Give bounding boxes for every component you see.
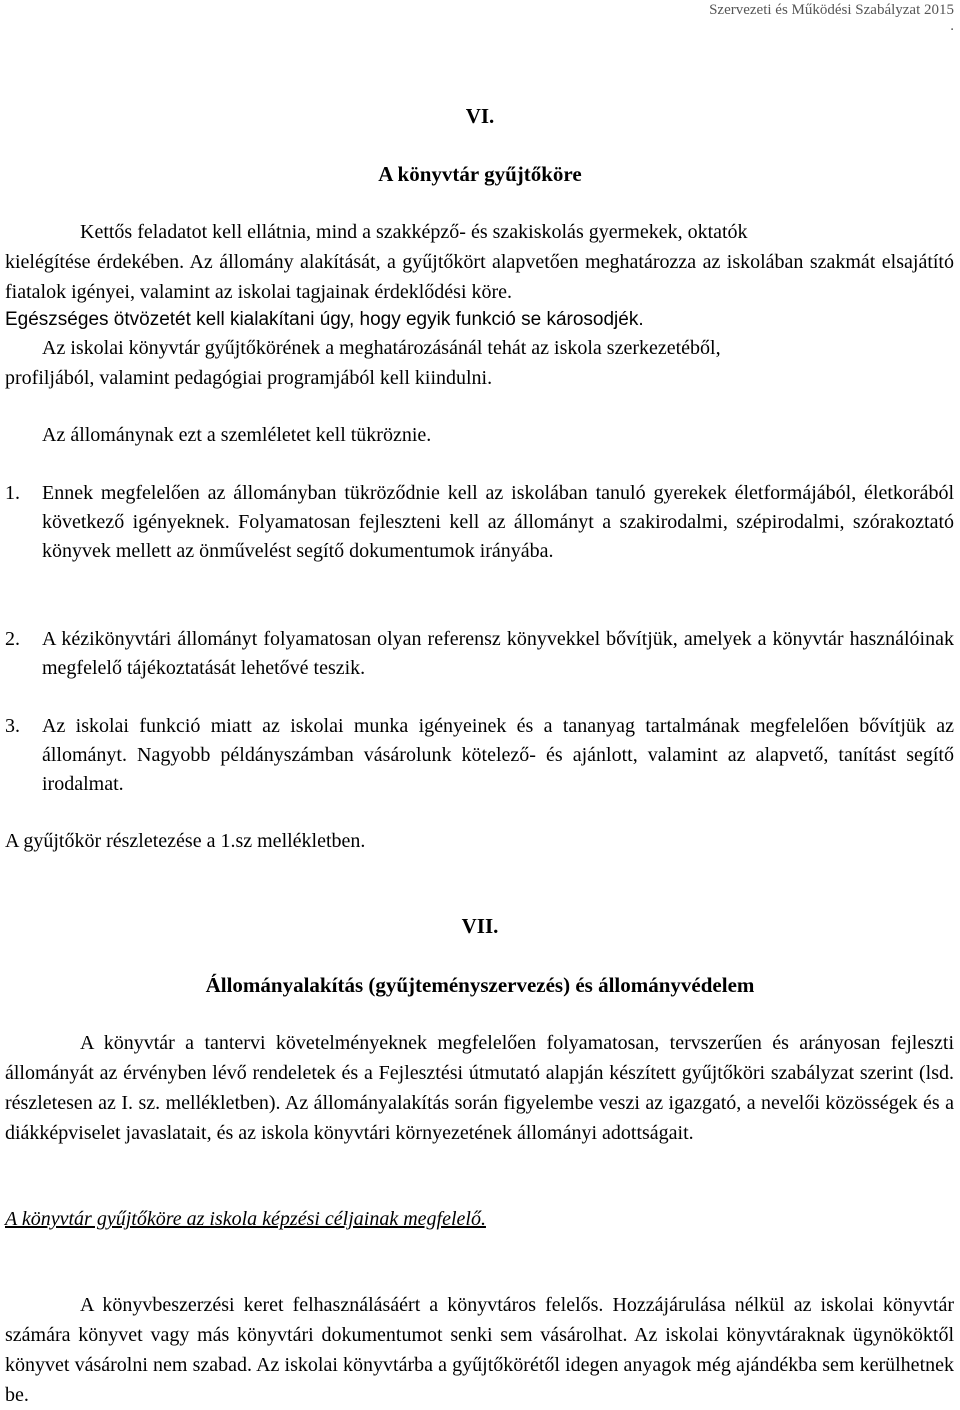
section-6-number: VI.	[465, 104, 495, 128]
list-item-text: A kézikönyvtári állományt folyamatosan olyan referensz könyvekkel bővítjük, amelyek a könyvtár használóinak megfelelő tájékoztatását lehetővé teszik.	[42, 628, 954, 679]
section-6-para1-line1: Kettős feladatot kell ellátnia, mind a szakképző- és szakiskolás gyermekek, oktatók	[80, 221, 748, 243]
list-item	[5, 712, 954, 799]
running-header	[709, 0, 954, 32]
list-item-text: Az iskolai funkció miatt az iskolai munka igényeinek és a tananyag tartalmának megfelelően bővítjük az állományt. Nagyobb példányszámban vásárolunk kötelező- és ajánlott, valamint az alapvető, tanítást segítő irodalmat.	[42, 715, 954, 795]
section-6-para2-line2: profiljából, valamint pedagógiai programjából kell kiindulni.	[5, 367, 493, 389]
section-6-para1-rest: kielégítése érdekében. Az állomány alakítását, a gyűjtőkört alapvetően meghatározza az iskolában szakmát elsajátító fiatalok igényei, valamint az iskolai tagjainak érdeklődési köre.	[5, 251, 954, 303]
section-6-para2-line1: Az iskolai könyvtár gyűjtőkörének a meghatározásánál tehát az iskola szerkezetéből,	[42, 337, 721, 359]
section-7-para2: A könyvbeszerzési keret felhasználásáért a könyvtáros felelős. Hozzájárulása nélkül az iskolai könyvtár számára könyvet vagy más könyvtári dokumentumot senki sem vásárolhat. Az iskolai könyvtáraknak ügynököktől könyvet vásárolni nem szabad. Az iskolai könyvtárba a gyűjtőkörétől idegen anyagok még ajándékba sem kerülhetnek be.	[5, 1294, 954, 1406]
section-6-closing: A gyűjtőkör részletezése a 1.sz mellékletben.	[5, 830, 366, 852]
section-7-para1: A könyvtár a tantervi követelményeknek megfelelően folyamatosan, tervszerűen és arányosan fejleszti állományát az érvényben lévő rendeletek és a Fejlesztési útmutató alapján készített gyűjtőköri szabályzat szerint (lsd. részletesen az I. sz. mellékletben). Az állományalakítás során figyelembe veszi az igazgató, a nevelői közösségek és a diákképviselet javaslatait, és az iskola könyvtári környezetének állományi adottságait.	[5, 1032, 954, 1144]
section-6-para3: Az állománynak ezt a szemléletet kell tükröznie.	[42, 424, 432, 446]
section-7-title: Állományalakítás (gyűjteményszervezés) és állományvédelem	[205, 973, 755, 997]
list-item	[5, 479, 954, 566]
section-7-number: VII.	[461, 914, 499, 938]
section-7-subheading: A könyvtár gyűjtőköre az iskola képzési céljainak megfelelő.	[5, 1208, 486, 1230]
section-6-para1-sans: Egészséges ötvözetét kell kialakítani úgy, hogy egyik funkció se károsodjék.	[5, 309, 644, 330]
header-title: Szervezeti és Működési Szabályzat 2015	[709, 2, 954, 18]
list-item-text: Ennek megfelelően az állományban tükröződnie kell az iskolában tanuló gyerekek életformájából, életkorából következő igényeknek. Folyamatosan fejleszteni kell az állományt a szakirodalmi, szépirodalmi, szórakoztató könyvek mellett az önművelést segítő dokumentumok irányába.	[42, 482, 954, 562]
list-item-number: 1.	[5, 482, 20, 504]
list-item-number: 2.	[5, 628, 20, 650]
header-dot: .	[950, 18, 954, 34]
section-6-title: A könyvtár gyűjtőköre	[378, 162, 582, 186]
list-item	[5, 625, 954, 683]
list-item-number: 3.	[5, 715, 20, 737]
